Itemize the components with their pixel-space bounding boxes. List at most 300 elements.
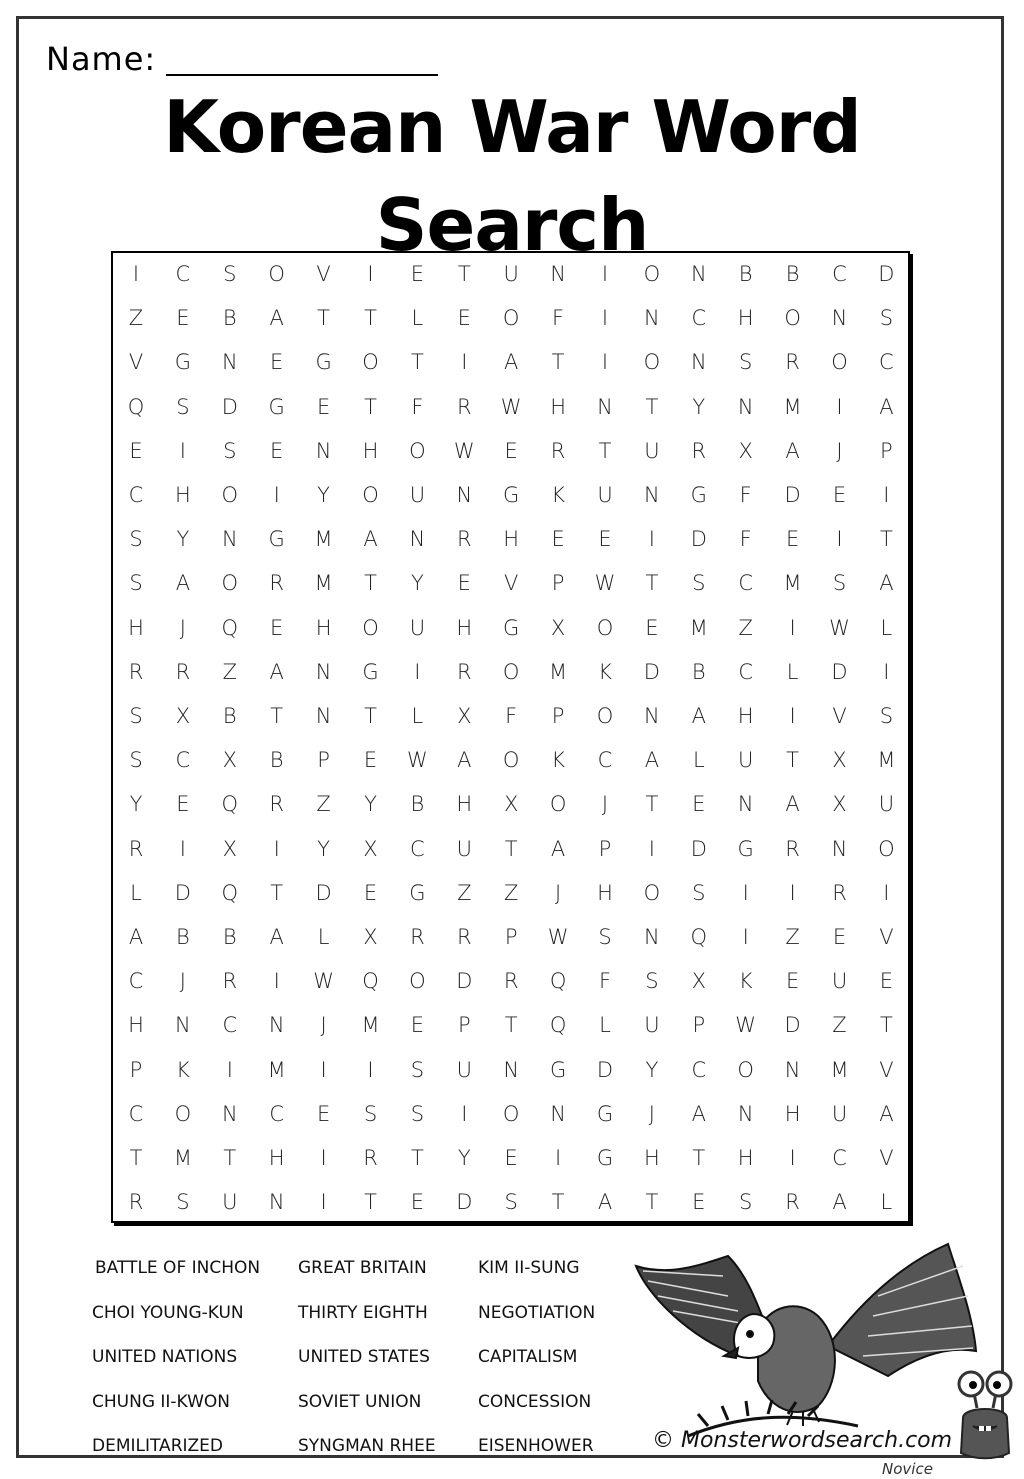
grid-letter[interactable]: E	[270, 615, 284, 640]
grid-letter[interactable]: E	[645, 615, 659, 640]
grid-letter[interactable]: Y	[645, 1057, 659, 1082]
grid-letter[interactable]: E	[457, 306, 471, 331]
grid-letter[interactable]: I	[132, 262, 140, 286]
grid-letter[interactable]: A	[644, 748, 660, 773]
grid-letter[interactable]: G	[174, 350, 192, 375]
grid-letter[interactable]: Y	[317, 483, 330, 507]
grid-letter[interactable]: B	[691, 659, 706, 684]
grid-letter[interactable]: I	[648, 527, 655, 552]
grid-letter[interactable]: T	[364, 306, 377, 331]
grid-letter[interactable]: P	[317, 748, 330, 773]
grid-letter[interactable]: T	[786, 748, 799, 773]
grid-letter[interactable]: P	[692, 1013, 706, 1038]
grid-letter[interactable]: O	[878, 836, 895, 861]
grid-letter[interactable]: G	[596, 1146, 614, 1170]
grid-letter[interactable]: H	[737, 704, 754, 728]
grid-letter[interactable]: O	[362, 615, 379, 640]
grid-letter[interactable]: E	[785, 527, 800, 552]
grid-letter[interactable]: N	[644, 704, 660, 728]
grid-letter[interactable]: P	[504, 925, 518, 949]
grid-letter[interactable]: S	[692, 571, 706, 596]
grid-letter[interactable]: T	[364, 704, 377, 728]
grid-letter[interactable]: X	[222, 836, 237, 861]
grid-letter[interactable]: W	[453, 438, 475, 463]
grid-letter[interactable]: T	[410, 350, 424, 375]
grid-letter[interactable]: T	[223, 1146, 237, 1170]
grid-letter[interactable]: O	[174, 1101, 192, 1126]
grid-letter[interactable]: I	[789, 880, 796, 905]
grid-letter[interactable]: H	[737, 306, 754, 331]
grid-letter[interactable]: H	[597, 880, 613, 905]
grid-letter[interactable]: T	[879, 527, 893, 552]
grid-letter[interactable]: T	[129, 1146, 143, 1170]
grid-letter[interactable]: P	[457, 1013, 471, 1038]
grid-letter[interactable]: I	[883, 483, 890, 507]
grid-letter[interactable]: E	[176, 792, 190, 817]
grid-letter[interactable]: I	[601, 306, 609, 331]
grid-letter[interactable]: Q	[549, 1013, 567, 1038]
grid-letter[interactable]: N	[456, 483, 473, 507]
grid-letter[interactable]: H	[550, 394, 566, 419]
grid-letter[interactable]: G	[409, 880, 426, 905]
grid-letter[interactable]: C	[691, 1057, 707, 1082]
grid-letter[interactable]: I	[648, 836, 655, 861]
grid-letter[interactable]: C	[597, 748, 613, 773]
grid-letter[interactable]: N	[737, 1101, 754, 1126]
grid-letter[interactable]: Z	[316, 792, 331, 817]
grid-letter[interactable]: I	[320, 1146, 327, 1170]
grid-letter[interactable]: F	[505, 704, 518, 728]
grid-letter[interactable]: O	[221, 483, 239, 507]
grid-letter[interactable]: N	[221, 527, 238, 552]
grid-letter[interactable]: R	[457, 659, 472, 684]
grid-letter[interactable]: X	[457, 704, 472, 728]
grid-letter[interactable]: G	[268, 394, 285, 419]
grid-letter[interactable]: K	[551, 748, 565, 773]
grid-letter[interactable]: V	[879, 925, 894, 949]
grid-letter[interactable]: C	[879, 350, 894, 375]
grid-letter[interactable]: S	[645, 969, 659, 994]
grid-letter[interactable]: D	[690, 527, 707, 552]
grid-letter[interactable]: U	[597, 483, 613, 507]
grid-letter[interactable]: C	[128, 483, 144, 507]
grid-letter[interactable]: B	[176, 925, 190, 949]
grid-letter[interactable]: A	[879, 1101, 894, 1126]
grid-letter[interactable]: N	[737, 394, 754, 419]
grid-letter[interactable]: M	[783, 571, 802, 596]
grid-letter[interactable]: A	[691, 704, 706, 728]
grid-letter[interactable]: A	[175, 571, 191, 596]
grid-letter[interactable]: O	[549, 792, 567, 817]
grid-letter[interactable]: C	[175, 748, 191, 773]
grid-letter[interactable]: E	[551, 527, 565, 552]
grid-letter[interactable]: N	[644, 925, 660, 949]
grid-letter[interactable]: T	[504, 1013, 518, 1038]
grid-letter[interactable]: S	[598, 925, 612, 949]
grid-letter[interactable]: N	[644, 483, 660, 507]
grid-letter[interactable]: Z	[738, 615, 753, 640]
grid-letter[interactable]: N	[268, 1013, 285, 1038]
grid-letter[interactable]: U	[409, 483, 426, 507]
grid-letter[interactable]: E	[410, 1190, 425, 1215]
grid-letter[interactable]: M	[314, 527, 333, 552]
grid-letter[interactable]: I	[367, 262, 374, 286]
grid-letter[interactable]: U	[644, 1013, 660, 1038]
grid-letter[interactable]: Q	[221, 880, 239, 905]
grid-letter[interactable]: E	[504, 1146, 518, 1170]
grid-letter[interactable]: R	[785, 1190, 800, 1215]
grid-letter[interactable]: H	[268, 1146, 285, 1170]
grid-letter[interactable]: O	[409, 438, 426, 463]
grid-letter[interactable]: I	[742, 925, 749, 949]
grid-letter[interactable]: R	[457, 925, 472, 949]
grid-letter[interactable]: I	[883, 659, 890, 684]
grid-letter[interactable]: V	[832, 704, 847, 728]
grid-letter[interactable]: L	[786, 659, 799, 684]
grid-letter[interactable]: Z	[457, 880, 472, 905]
grid-letter[interactable]: N	[831, 306, 848, 331]
grid-letter[interactable]: C	[128, 1101, 144, 1126]
grid-letter[interactable]: I	[836, 394, 843, 419]
grid-letter[interactable]: M	[549, 659, 568, 684]
grid-letter[interactable]: O	[596, 615, 614, 640]
grid-letter[interactable]: H	[737, 1146, 754, 1170]
grid-letter[interactable]: A	[879, 394, 894, 419]
grid-letter[interactable]: C	[738, 659, 754, 684]
grid-letter[interactable]: M	[689, 615, 708, 640]
grid-letter[interactable]: S	[739, 1190, 753, 1215]
grid-letter[interactable]: N	[784, 1057, 801, 1082]
grid-letter[interactable]: J	[179, 969, 186, 994]
grid-letter[interactable]: D	[221, 394, 238, 419]
grid-letter[interactable]: S	[879, 704, 894, 728]
grid-letter[interactable]: E	[270, 350, 284, 375]
grid-letter[interactable]: W	[735, 1013, 757, 1038]
grid-letter[interactable]: O	[643, 880, 661, 905]
grid-letter[interactable]: N	[503, 1057, 520, 1082]
grid-letter[interactable]: R	[222, 969, 238, 994]
grid-letter[interactable]: F	[739, 483, 752, 507]
grid-letter[interactable]: C	[832, 262, 847, 286]
grid-letter[interactable]: A	[363, 527, 378, 552]
grid-letter[interactable]: O	[502, 306, 520, 331]
grid-letter[interactable]: X	[832, 748, 847, 773]
grid-letter[interactable]: A	[269, 659, 284, 684]
grid-letter[interactable]: K	[598, 659, 612, 684]
grid-letter[interactable]: A	[785, 438, 800, 463]
grid-letter[interactable]: T	[410, 1146, 424, 1170]
grid-letter[interactable]: G	[596, 1101, 614, 1126]
grid-letter[interactable]: I	[836, 527, 843, 552]
grid-letter[interactable]: A	[597, 1190, 613, 1215]
grid-letter[interactable]: T	[551, 350, 565, 375]
grid-letter[interactable]: C	[410, 836, 425, 861]
grid-letter[interactable]: A	[550, 836, 566, 861]
grid-letter[interactable]: S	[129, 571, 143, 596]
grid-letter[interactable]: H	[784, 1101, 801, 1126]
grid-letter[interactable]: O	[502, 659, 520, 684]
grid-letter[interactable]: G	[362, 659, 379, 684]
grid-letter[interactable]: T	[317, 306, 330, 331]
grid-letter[interactable]: T	[504, 836, 518, 861]
grid-letter[interactable]: V	[879, 1057, 894, 1082]
grid-letter[interactable]: T	[645, 1190, 659, 1215]
grid-letter[interactable]: M	[314, 571, 333, 596]
grid-letter[interactable]: B	[222, 925, 237, 949]
grid-letter[interactable]: O	[502, 748, 520, 773]
grid-letter[interactable]: T	[645, 394, 659, 419]
grid-letter[interactable]: I	[414, 659, 421, 684]
grid-letter[interactable]: D	[784, 483, 801, 507]
grid-letter[interactable]: B	[222, 704, 237, 728]
grid-letter[interactable]: X	[363, 836, 378, 861]
grid-letter[interactable]: I	[179, 438, 186, 463]
grid-letter[interactable]: Y	[457, 1146, 471, 1170]
grid-letter[interactable]: I	[226, 1057, 233, 1082]
grid-letter[interactable]: O	[409, 969, 426, 994]
grid-letter[interactable]: Z	[503, 880, 519, 905]
grid-letter[interactable]: J	[601, 792, 609, 817]
grid-letter[interactable]: N	[597, 394, 613, 419]
grid-letter[interactable]: R	[128, 836, 144, 861]
grid-letter[interactable]: E	[410, 262, 425, 286]
grid-letter[interactable]: X	[550, 615, 566, 640]
grid-letter[interactable]: Z	[128, 306, 144, 331]
grid-letter[interactable]: E	[363, 880, 378, 905]
grid-letter[interactable]: Q	[221, 792, 239, 817]
grid-letter[interactable]: U	[456, 836, 472, 861]
grid-letter[interactable]: S	[692, 880, 706, 905]
grid-letter[interactable]: J	[554, 880, 562, 905]
grid-letter[interactable]: O	[831, 350, 848, 375]
grid-letter[interactable]: U	[878, 792, 895, 817]
grid-letter[interactable]: E	[832, 925, 847, 949]
grid-letter[interactable]: Y	[317, 836, 330, 861]
grid-letter[interactable]: Z	[222, 659, 237, 684]
grid-letter[interactable]: I	[367, 1057, 374, 1082]
grid-letter[interactable]: M	[361, 1013, 380, 1038]
grid-letter[interactable]: I	[742, 880, 749, 905]
grid-letter[interactable]: F	[411, 394, 424, 419]
grid-letter[interactable]: W	[594, 571, 616, 596]
grid-letter[interactable]: D	[315, 880, 332, 905]
grid-letter[interactable]: W	[500, 394, 522, 419]
grid-letter[interactable]: R	[503, 969, 519, 994]
grid-letter[interactable]: C	[738, 571, 754, 596]
grid-letter[interactable]: I	[461, 350, 468, 375]
grid-letter[interactable]: S	[410, 1101, 425, 1126]
grid-letter[interactable]: S	[410, 1057, 425, 1082]
grid-letter[interactable]: Q	[127, 394, 145, 419]
grid-letter[interactable]: E	[504, 438, 518, 463]
grid-letter[interactable]: I	[273, 969, 280, 994]
grid-letter[interactable]: O	[221, 571, 239, 596]
grid-letter[interactable]: E	[692, 1190, 706, 1215]
grid-letter[interactable]: H	[128, 615, 144, 640]
grid-letter[interactable]: N	[315, 659, 332, 684]
grid-letter[interactable]: A	[879, 571, 894, 596]
grid-letter[interactable]: Z	[785, 925, 800, 949]
grid-letter[interactable]: T	[692, 1146, 706, 1170]
grid-letter[interactable]: N	[315, 438, 332, 463]
grid-letter[interactable]: N	[221, 1101, 238, 1126]
grid-letter[interactable]: W	[407, 748, 428, 773]
grid-letter[interactable]: E	[598, 527, 612, 552]
grid-letter[interactable]: D	[878, 262, 895, 286]
grid-letter[interactable]: S	[504, 1190, 518, 1215]
grid-letter[interactable]: L	[880, 1190, 893, 1215]
grid-letter[interactable]: S	[129, 704, 143, 728]
grid-letter[interactable]: F	[598, 969, 612, 994]
grid-letter[interactable]: E	[316, 1101, 331, 1126]
grid-letter[interactable]: V	[316, 262, 331, 286]
grid-letter[interactable]: R	[128, 659, 144, 684]
grid-letter[interactable]: N	[737, 792, 754, 817]
grid-letter[interactable]: L	[130, 880, 142, 905]
grid-letter[interactable]: U	[456, 1057, 472, 1082]
grid-letter[interactable]: Y	[692, 394, 706, 419]
grid-letter[interactable]: S	[176, 394, 190, 419]
grid-letter[interactable]: B	[222, 306, 237, 331]
grid-letter[interactable]: R	[269, 792, 284, 817]
grid-letter[interactable]: H	[643, 1146, 660, 1170]
grid-letter[interactable]: U	[644, 438, 660, 463]
grid-letter[interactable]: G	[737, 836, 754, 861]
grid-letter[interactable]: B	[269, 748, 284, 773]
grid-letter[interactable]: T	[364, 571, 377, 596]
grid-letter[interactable]: A	[691, 1101, 706, 1126]
grid-letter[interactable]: W	[547, 925, 569, 949]
grid-letter[interactable]: I	[320, 1057, 327, 1082]
grid-letter[interactable]: H	[174, 483, 191, 507]
grid-letter[interactable]: C	[269, 1101, 285, 1126]
grid-letter[interactable]: O	[643, 262, 661, 286]
grid-letter[interactable]: E	[879, 969, 894, 994]
grid-letter[interactable]: B	[410, 792, 425, 817]
grid-letter[interactable]: X	[832, 792, 847, 817]
grid-letter[interactable]: I	[273, 483, 280, 507]
grid-letter[interactable]: R	[832, 880, 847, 905]
grid-letter[interactable]: T	[364, 394, 377, 419]
grid-letter[interactable]: I	[179, 836, 186, 861]
grid-letter[interactable]: I	[883, 880, 890, 905]
grid-letter[interactable]: K	[176, 1057, 190, 1082]
grid-letter[interactable]: J	[179, 615, 186, 640]
grid-letter[interactable]: P	[551, 704, 565, 728]
grid-letter[interactable]: S	[739, 350, 753, 375]
grid-letter[interactable]: S	[832, 571, 847, 596]
grid-letter[interactable]: E	[785, 969, 800, 994]
grid-letter[interactable]: A	[269, 925, 284, 949]
grid-letter[interactable]: Q	[362, 969, 379, 994]
name-input-line[interactable]	[166, 74, 438, 76]
grid-letter[interactable]: X	[738, 438, 753, 463]
grid-letter[interactable]: N	[550, 1101, 566, 1126]
grid-letter[interactable]: R	[785, 836, 800, 861]
grid-letter[interactable]: B	[738, 262, 753, 286]
grid-letter[interactable]: K	[551, 483, 565, 507]
grid-letter[interactable]: Y	[410, 571, 424, 596]
grid-letter[interactable]: G	[690, 483, 707, 507]
grid-letter[interactable]: G	[315, 350, 332, 375]
grid-letter[interactable]: A	[785, 792, 800, 817]
grid-letter[interactable]: I	[789, 1146, 796, 1170]
grid-letter[interactable]: X	[363, 925, 378, 949]
grid-letter[interactable]: R	[128, 1190, 144, 1215]
grid-letter[interactable]: T	[270, 880, 284, 905]
grid-letter[interactable]: O	[737, 1057, 754, 1082]
grid-letter[interactable]: S	[223, 438, 237, 463]
grid-letter[interactable]: M	[173, 1146, 192, 1170]
grid-letter[interactable]: O	[268, 262, 285, 286]
grid-letter[interactable]: O	[362, 483, 379, 507]
grid-letter[interactable]: D	[831, 659, 848, 684]
grid-letter[interactable]: L	[599, 1013, 611, 1038]
grid-letter[interactable]: R	[363, 1146, 378, 1170]
grid-letter[interactable]: U	[222, 1190, 238, 1215]
grid-letter[interactable]: T	[551, 1190, 565, 1215]
grid-letter[interactable]: T	[879, 1013, 893, 1038]
grid-letter[interactable]: V	[128, 350, 144, 375]
grid-letter[interactable]: S	[363, 1101, 378, 1126]
grid-letter[interactable]: N	[690, 350, 707, 375]
grid-letter[interactable]: H	[128, 1013, 144, 1038]
grid-letter[interactable]: D	[690, 836, 707, 861]
grid-letter[interactable]: H	[456, 792, 473, 817]
grid-letter[interactable]: S	[129, 748, 143, 773]
grid-letter[interactable]: X	[503, 792, 519, 817]
grid-letter[interactable]: E	[457, 571, 471, 596]
grid-letter[interactable]: X	[691, 969, 706, 994]
grid-letter[interactable]: E	[410, 1013, 425, 1038]
grid-letter[interactable]: H	[315, 615, 332, 640]
grid-letter[interactable]: V	[504, 571, 519, 596]
grid-letter[interactable]: N	[690, 262, 707, 286]
grid-letter[interactable]: E	[129, 438, 143, 463]
grid-letter[interactable]: A	[128, 925, 144, 949]
grid-letter[interactable]: T	[457, 262, 471, 286]
grid-letter[interactable]: D	[456, 969, 473, 994]
grid-letter[interactable]: G	[549, 1057, 567, 1082]
grid-letter[interactable]: O	[596, 704, 614, 728]
grid-letter[interactable]: L	[411, 306, 424, 331]
grid-letter[interactable]: P	[880, 438, 893, 463]
grid-letter[interactable]: P	[129, 1057, 143, 1082]
grid-letter[interactable]: A	[269, 306, 284, 331]
grid-letter[interactable]: L	[692, 748, 705, 773]
grid-letter[interactable]: R	[457, 527, 472, 552]
grid-letter[interactable]: U	[738, 748, 754, 773]
grid-letter[interactable]: C	[222, 1013, 238, 1038]
grid-letter[interactable]: U	[503, 262, 519, 286]
grid-letter[interactable]: A	[457, 748, 472, 773]
grid-letter[interactable]: L	[317, 925, 330, 949]
grid-letter[interactable]: U	[831, 1101, 848, 1126]
grid-letter[interactable]: F	[552, 306, 565, 331]
grid-letter[interactable]: J	[648, 1101, 655, 1126]
grid-letter[interactable]: A	[504, 350, 519, 375]
grid-letter[interactable]: O	[784, 306, 801, 331]
grid-letter[interactable]: H	[362, 438, 379, 463]
grid-letter[interactable]: Y	[364, 792, 377, 817]
grid-letter[interactable]: F	[739, 527, 752, 552]
grid-letter[interactable]: T	[645, 792, 659, 817]
grid-letter[interactable]: R	[691, 438, 707, 463]
grid-letter[interactable]: H	[503, 527, 520, 552]
grid-letter[interactable]: L	[880, 615, 893, 640]
grid-letter[interactable]: I	[554, 1146, 562, 1170]
grid-letter[interactable]: N	[268, 1190, 285, 1215]
